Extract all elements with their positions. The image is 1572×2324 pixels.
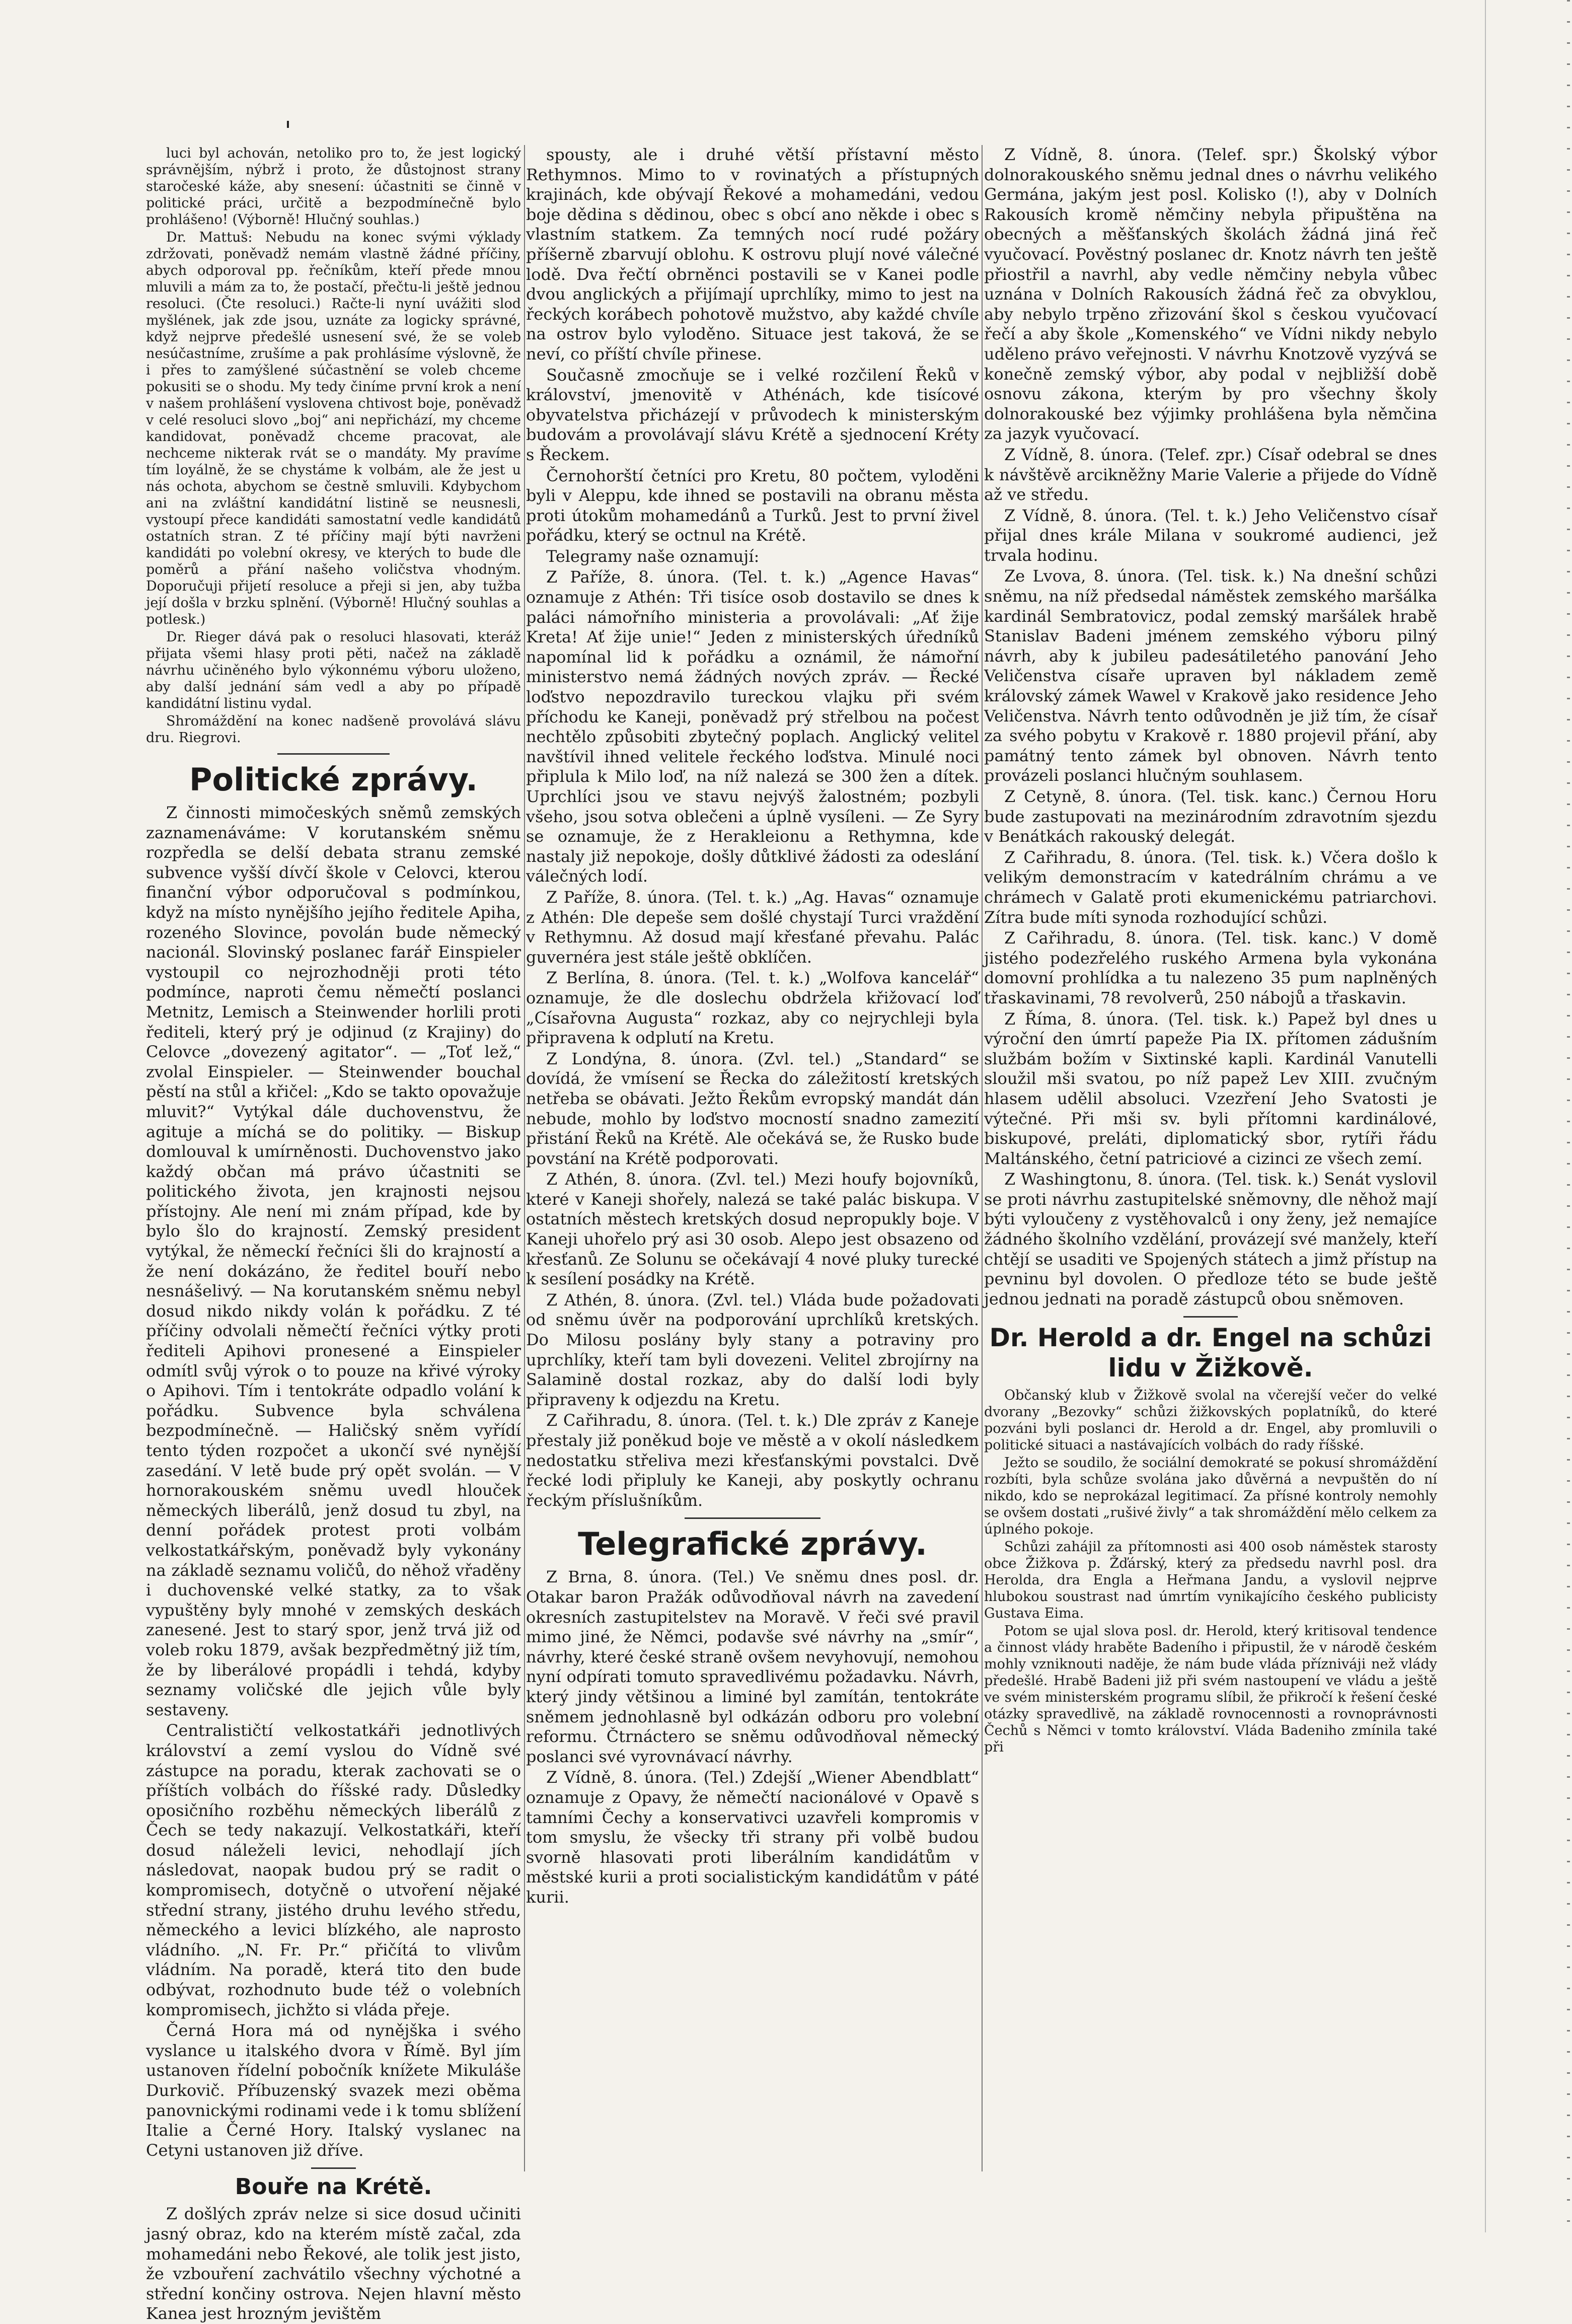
paragraph: Z Brna, 8. února. (Tel.) Ve sněmu dnes posl. dr. Otakar baron Pražák odůvodňoval návrh na zavedení okresních zastupitelstev na Moravě. V řeči své pravil mimo jiné, že Němci, podavše své návrhy na „smír“, návrhy, které české straně ovšem nevyhovují, nemohou nyní odpírati tomuto spravedlivému požadavku. Návrh, který jindy většinou a liminé byl zamítán, tentokráte sněmem jednohlasně byl odkázán odboru pro volební reformu. Čtrnáctero se sněmu odůvodňoval německý poslanci své vyrovnávací návrhy. — [526, 1567, 979, 1766]
paragraph: Z Athén, 8. února. (Zvl. tel.) Mezi houfy bojovníků, které v Kaneji shořely, nalezá se také palác biskupa. V ostatních městech kretských dosud nepropukly boje. V Kaneji uhořelo prý asi 30 osob. Alepo jest obsazeno od křesťanů. Ze Solunu se očekávají 4 nové pluky turecké k sesílení posádky na Krétě. — [526, 1170, 979, 1289]
paragraph: Z Paříže, 8. února. (Tel. t. k.) „Ag. Havas“ oznamuje z Athén: Dle depeše sem došlé chystají Turci vraždění v Rethymnu. Až dosud mají křesťané převahu. Palác guvernéra jest stále ještě obklíčen. — [526, 887, 979, 967]
paragraph: Schůzi zahájil za přítomnosti asi 400 osob náměstek starosty obce Žižkova p. Žďárský, který za předsedu navrhl posl. dra Herolda, dra Engla a Heřmana Jandu, a vyslovil nejprve hlubokou soustrast nad úmrtím vynikajícího českého publicisty Gustava Eima. — [984, 1539, 1437, 1622]
paragraph: Z Paříže, 8. února. (Tel. t. k.) „Agence Havas“ oznamuje z Athén: Tři tisíce osob dostavilo se dnes k paláci námořního ministeria a provolávali: „Ať žije Kreta! Ať žije unie!“ Jeden z ministerských úředníků napomínal lid k pořádku a oznámil, že námořní ministerstvo nemá žádných nových zpráv. — Řecké loďstvo nepozdravilo tureckou vlajku při svém příchodu ke Kaneji, poněvadž prý střelbou na počest nechtělo způsobiti zbytečný poplach. Anglický velitel navštívil ihned velitele řeckého loďstva. Minulé noci připlula k Milo loď, na níž nalezá se 300 žen a dítek. Uprchlíci jsou ve stavu nejvýš žalostném; pozbyli všeho, jsou sotva oblečeni a úplně vysíleni. — Ze Syry se oznamuje, že z Herakleionu a Rethymna, kde nastaly již nepokoje, došly důtklivé žádosti za odeslání válečných lodí. — [526, 567, 979, 886]
paragraph: Z Říma, 8. února. (Tel. tisk. k.) Papež byl dnes u výroční den úmrtí papeže Pia IX. přítomen zádušním službám božím v Sixtinské kapli. Kardinál Vanutelli sloužil mši svatou, po níž papež Lev XIII. zvučným hlasem udělil absoluci. Vzezření Jeho Svatosti je výtečné. Při mši sv. byli přítomni kardinálové, biskupové, preláti, diplomatický sbor, rytíři řádu Maltánského, četní patriciové a cizinci ze všech zemí. — [984, 1009, 1437, 1168]
paragraph: Ze Lvova, 8. února. (Tel. tisk. k.) Na dnešní schůzi sněmu, na níž předsedal náměstek zemského maršálka kardinál Sembratovicz, podal zemský maršálek hrabě Stanislav Badeni jménem zemského výboru pilný návrh, aby k jubileu padesátiletého panování Jeho Veličenstva císaře upraven byl nákladem země královský zámek Wawel v Krakově jako residence Jeho Veličenstva. Návrh tento odůvodněn je již tím, že císař za svého pobytu v Krakově r. 1880 projevil přání, aby památný tento zámek byl obnoven. Návrh tento provázeli poslanci hlučným souhlasem. — [984, 566, 1437, 785]
section-rule — [1183, 1316, 1238, 1318]
paragraph: Současně zmocňuje se i velké rozčilení Řeků v království, jmenovitě v Athénách, kde tisícové obyvatelstva přicházejí v průvodech k ministerským budovám a provolávají slávu Krétě a sjednocení Kréty s Řeckem. — [526, 365, 979, 464]
paragraph: Z Cařihradu, 8. února. (Tel. t. k.) Dle zpráv z Kaneje přestaly již poněkud boje ve městě a v okolí následkem nedostatku střeliva mezi křesťanskými povstalci. Dvě řecké lodi připluly ke Kaneji, aby poskytly ochranu řeckým příslušníkům. — [526, 1411, 979, 1510]
paragraph: Z Cařihradu, 8. února. (Tel. tisk. k.) Včera došlo k velikým demonstracím v katedrálním chrámu a ve chrámech v Galatě proti ekumenickému patriarchovi. Zítra bude míti synoda rozhodující schůzi. — [984, 847, 1437, 927]
paragraph: Z Vídně, 8. února. (Telef. zpr.) Císař odebral se dnes k návštěvě arcikněžny Marie Valerie a přijede do Vídně až ve středu. — [984, 445, 1437, 504]
page-edge-line — [1485, 0, 1486, 2232]
column-divider — [982, 145, 983, 2171]
paragraph: Černohorští četníci pro Kretu, 80 počtem, vyloděni byli v Aleppu, kde ihned se postavili na obranu města proti útokům mohamedánů a Turků. Jest to první živel pořádku, který se octnul na Krétě. — [526, 466, 979, 545]
paragraph: Z Londýna, 8. února. (Zvl. tel.) „Standard“ se dovídá, že vmísení se Řecka do záležitostí kretských netřeba se obávati. Ježto Řekům evropský mandát dán nebude, mohlo by loďstvo mocností snadno zamezití přistání Řeků na Krétě. Ale očekává se, že Rusko bude povstání na Krétě podporovati. — [526, 1049, 979, 1168]
section-heading-politics: Politické zprávy. — [189, 761, 478, 798]
paragraph: Z Vídně, 8. února. (Tel. t. k.) Jeho Veličenstvo císař přijal dnes krále Milana v soukromé audienci, jež trvala hodinu. — [984, 505, 1437, 565]
paragraph: Z Cetyně, 8. února. (Tel. tisk. kanc.) Černou Horu bude zastupovati na mezinárodním zdravotním sjezdu v Benátkách rakouský delegát. — [984, 787, 1437, 846]
section-rule — [685, 1517, 820, 1519]
paragraph: Z došlých zpráv nelze si sice dosud učiniti jasný obraz, kdo na kterém místě začal, zda mohamedáni nebo Řekové, ale tolik jest jisto, že vzbouření zachvátilo všechny výchotné a střední končiny ostrova. Nejen hlavní město Kanea jest hrozným jevištěm — [146, 2204, 521, 2323]
column-middle — [526, 145, 979, 2176]
paragraph: Z Cařihradu, 8. února. (Tel. tisk. kanc.) V domě jistého podezřelého ruského Armena byla vykonána domovní prohlídka a tu nalezeno 35 pum naplněných třaskavinami, 78 revolverů, 250 nábojů a třaskavin. — [984, 928, 1437, 1007]
paragraph: Občanský klub v Žižkově svolal na včerejší večer do velké dvorany „Bezovky“ schůzi žižkovských poplatníků, do které pozváni byli poslanci dr. Herold a dr. Engel, aby promluvili o politické situaci a nastávajících volbách do rady říšské. — [984, 1388, 1437, 1454]
paragraph: luci byl achován, netoliko pro to, že jest logický správnějším, nýbrž i proto, že důstojnost strany staročeské káže, aby snesení: účastniti se činně v politické práci, určitě a bezpodmínečně bylo prohlášeno! (Výborně! Hlučný souhlas.) — [146, 146, 521, 228]
article-heading-crete: Bouře na Krétě. — [235, 2174, 432, 2200]
paragraph: Centralističtí velkostatkáři jednotlivých království a zemí vyslou do Vídně své zástupce na poradu, kterak zachovati se o příštích volbách do říšské rady. Důsledky oposičního rozběhu německých liberálů z Čech se tedy nakazují. Velkostatkáři, kteří dosud náleželi levici, nehodlají jích následovat, naopak budou prý se radit o kompromisech, dotyčně o utvoření nějaké střední strany, jistého druhu levého středu, německého a levici blízkého, ale naprosto vládního. „N. Fr. Pr.“ přičítá to vlivům vládním. Na poradě, která tito den bude odbývat, rozhodnuto bude též o volebních kompromisech, jichžto si vláda přeje. — [146, 1721, 521, 2019]
paragraph: Z Vídně, 8. února. (Telef. spr.) Školský výbor dolnorakouského sněmu jednal dnes o návrhu velikého Germána, jakým jest posl. Kolisko (!), aby v Dolních Rakousích kromě němčiny nebyla připuštěna na obecných a měšťanských školách žádná jiná řeč vyučovací. Pověstný poslanec dr. Knotz návrh ten ještě přiostřil a navrhl, aby vedle němčiny nebyla vůbec uznána v Dolních Rakousích žádná řeč za obvyklou, aby nebylo trpěno zřizování škol s českou vyučovací řečí a aby škole „Komenského“ ve Vídni nikdy nebylo uděleno právo veřejnosti. V návrhu Knotzově vyzývá se konečně zemský výbor, aby podal v nejbližší době osnovu zákona, kterým by pro všechny školy dolnorakouské bez výjimky prohlášena byla němčina za jazyk vyučovací. — [984, 145, 1437, 444]
paragraph: Z Washingtonu, 8. února. (Tel. tisk. k.) Senát vyslovil se proti návrhu zastupitelské sněmovny, dle něhož mají býti vyloučeny z vystěhovalců i ony ženy, jež nemajíce žádného školního vzdělání, provázejí své manžely, kteří chtějí se usaditi ve Spojených státech a jimž přístup na pevninu byl dovolen. O předloze této se bude ještě jednou jednati na poradě zástupců obou sněmoven. — [984, 1170, 1437, 1309]
paragraph: spousty, ale i druhé větší přístavní město Rethymnos. Mimo to v rovinatých a přístupných krajinách, kde obývají Řekové a mohamedáni, vedou boje dědina s dědinou, obec s obcí ano někde i obec s vlastním statkem. Za temných nocí rudé požáry příšerně zbarvují oblohu. K ostrovu plují nové válečné lodě. Dva řečtí obrněnci postavili se v Kanei podle dvou anglických a přijímají uprchlíky, mimo to jest na řeckých korábech pohotově mužstvo, aby každé chvíle na ostrov bylo vyloděno. Situace jest taková, že se neví, co příští chvíle přinese. — [526, 145, 979, 364]
paragraph: Z Berlína, 8. února. (Tel. t. k.) „Wolfova kancelář“ oznamuje, že dle doslechu obdržela křižovací loď „Císařovna Augusta“ rozkaz, aby co nejrychleji byla připravena k odplutí na Kretu. — [526, 968, 979, 1048]
paragraph: Telegramy naše oznamují: — [546, 546, 760, 566]
column-divider — [524, 145, 525, 2171]
paragraph: Potom se ujal slova posl. dr. Herold, který kritisoval tendence a činnost vlády hraběte Badeního i připustil, že v národě českém mohly vzniknouti naděje, že nám bude vláda přízniváji než vlády předešlé. Hrabě Badeni již při svém nastoupení ve vládu a ještě ve svém ministerském programu slíbil, že přikročí k řešení české otázky spravedlivě, na základě rovnocennosti a rovnoprávnosti Čechů s Němci v tomto království. Vláda Badeniho zmínila také při — [984, 1623, 1437, 1756]
column-right — [984, 145, 1437, 2176]
section-rule — [277, 753, 390, 755]
paragraph: Z Vídně, 8. února. (Tel.) Zdejší „Wiener Abendblatt“ oznamuje z Opavy, že němečtí nacionálové v Opavě s tamními Čechy a konservativci uzavřeli kompromis v tom smyslu, že všecky tři strany při volbě budou svorně hlasovati proti liberálním kandidátům v městské kurii a proti socialistickým kandidátům v páté kurii. — [526, 1768, 979, 1907]
paragraph: Dr. Rieger dává pak o resoluci hlasovati, kteráž přijata všemi hlasy proti pěti, načež na základě návrhu učiněného bylo výkonnému výboru uloženo, aby další jednání sám vedl a aby po případě kandidátní listinu vydal. — [146, 629, 521, 711]
section-rule — [311, 2167, 356, 2169]
column-left — [146, 145, 521, 2323]
paragraph: Z činnosti mimočeských sněmů zemských zaznamenáváme: V korutanském sněmu rozpředla se delší debata stranu zemské subvence vyšší dívčí škole v Celovci, kterou finanční výbor odporučoval s podmínkou, když na místo nynějšího jejího ředitele Apiha, rozeného Slovince, povolán bude německý nacionál. Slovinský poslanec farář Einspieler vystoupil co nejrozhodněji proti této podmínce, naproti čemu němečtí poslanci Metnitz, Lemisch a Steinwender horlili proti řediteli, který prý je odjinud (z Krajiny) do Celovce „dovezený agitator“. — „Toť lež,“ zvolal Einspieler. — Steinwender bouchal pěstí na stůl a křičel: „Kdo se takto opovažuje mluvit?“ Vytýkal dále duchovenstvu, že agituje a míchá se do politiky. — Biskup domlouval k umírněnosti. Duchovenstvo jako každý občan má právo účastniti se politického života, jen krajnosti nejsou přístojny. Ale není mi znám případ, kde by bylo šlo do krajností. Zemský president vytýkal, že německí řečníci šli do krajností a že není dokázáno, že ředitel bouří nebo nesnášelivý. — Na korutanském sněmu nebyl dosud nikdo nikdy volán k pořádku. Z té příčiny odvolali němečtí řečníci výtky proti řediteli Apihovi pronesené a Einspieler odmítl svůj výrok o to pouze na křivé výroky o Apihovi. Tím i tentokráte odpadlo volání k pořádku. Subvence byla schválena bezpodmínečně. — Haličský sněm vyřídí tento týden rozpočet a ukončí své nynější zasedání. V letě bude prý opět svolán. — V hornorakouském sněmu uvedl hlouček německých liberálů, jenž dosud tu zbyl, na denní pořádek protest proti volbám velkostatkářským, poněvadž byly vykonány na základě seznamu voličů, do něhož vřaděny i duchovenské velké statky, za to však vypuštěny byly mnohé v zemských deskách zanesené. Jest to starý spor, jenž trvá již od voleb roku 1879, avšak bezpředmětný již tím, že by liberálové propádli i tehdá, kdyby seznamy voličské dle jejich vůle byly sestaveny. — [146, 803, 521, 1719]
paragraph: Shromáždění na konec nadšeně provolává slávu dru. Riegrovi. — [146, 713, 521, 746]
paragraph: Dr. Mattuš: Nebudu na konec svými výklady zdržovati, poněvadž nemám vlastně žádné příčiny, abych odporoval pp. řečníkům, kteří přede mnou mluvili a mám za to, že postačí, přečtu-li ještě jednou resoluci. (Čte resoluci.) Račte-li nyní uvážiti slod myšlének, jak zde jsou, uznáte za logicky správné, když nejprve předešlé usnesení své, že se voleb nesúčastníme, zrušíme a pak prohlásíme výslovně, že i přes to zamýšlené súčastnění se voleb chceme pokusiti se o shodu. My tedy činíme první krok a není v našem prohlášení vyslovena chtivost boje, poněvadž v celé resoluci slovo „boj“ ani nepřichází, my chceme kandidovat, poněvadž chceme pracovat, ale nechceme nikterak rvát se o mandáty. My pravíme tím loyálně, že se chystáme k volbám, ale že jest u nás ochota, abychom se čestně smluvili. Kdybychom ani na zvláštní kandidátní listině se neusnesli, vystoupí přece kandidáti samostatní vedle kandidátů ostatních stran. Z té příčiny mají býti navrženi kandidáti po volební okresy, ve kterých to bude dle poměrů a přání našeho voličstva vhodným. Doporučuji přijetí resoluce a přeji si jen, aby tužba její došla v brzku splnění. (Výborně! Hlučný souhlas a potlesk.) — [146, 230, 521, 627]
paragraph: Ježto se soudilo, že sociální demokraté se pokusí shromáždění rozbíti, byla schůze svolána jako důvěrná a nevpuštěn do ní nikdo, kdo se neprokázal legitimací. Za přísné kontroly nemohly se ovšem dostati „rušivé živly“ a tak shromáždění mělo celkem za úplného pokoje. — [984, 1455, 1437, 1538]
binding-holes — [1567, 0, 1570, 2232]
page-mark — [287, 121, 289, 128]
paragraph: Z Athén, 8. února. (Zvl. tel.) Vláda bude požadovati od sněmu úvěr na podporování uprchlíků kretských. Do Milosu poslány byly stany a potraviny pro uprchlíky, kteří tam byli dovezeni. Velitel zbrojírny na Salamině dostal rozkaz, aby do další lodi byly připraveny k odjezdu na Kretu. — [526, 1290, 979, 1409]
article-heading-herold-engel: Dr. Herold a dr. Engel na schůzi lidu v Žižkově. — [989, 1323, 1432, 1383]
paragraph: Černá Hora má od nynějška i svého vyslance u italského dvora v Římě. Byl jím ustanoven řídelní pobočník knížete Mikuláše Durkovič. Příbuzenský svazek mezi oběma panovnickými rodinami vede i k tomu sblížení Italie a Černé Hory. Italský vyslanec na Cetyni ustanoven již dříve. — [146, 2021, 521, 2160]
section-heading-telegraph: Telegrafické zprávy. — [578, 1526, 927, 1563]
